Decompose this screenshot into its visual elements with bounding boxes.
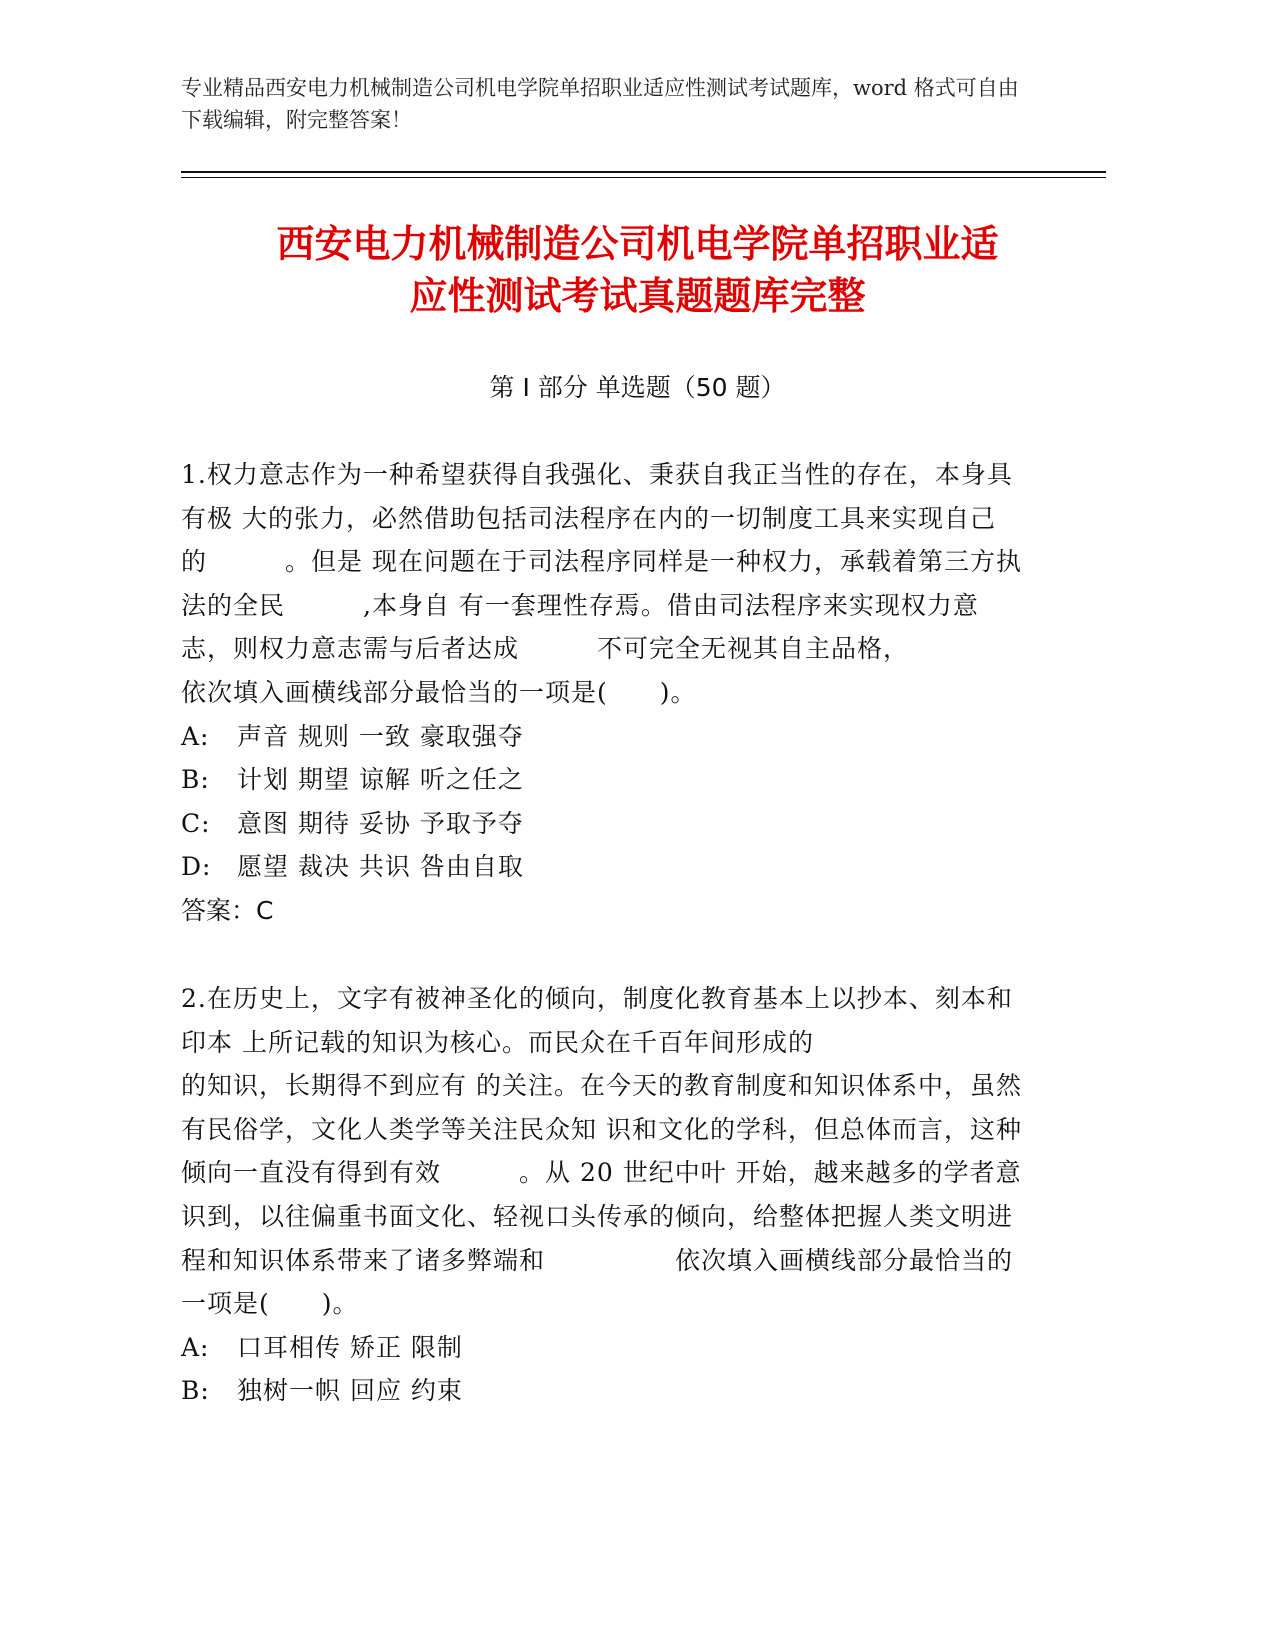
option-c <box>181 802 1026 846</box>
option-key: D: <box>181 852 212 882</box>
option-key: A: <box>181 721 210 751</box>
option-text: 口耳相传 矫正 限制 <box>237 1332 463 1362</box>
document-title-line-2: 应性测试考试真题题库完整 <box>409 274 866 318</box>
option-key: C: <box>181 808 211 838</box>
question-stem: 2.在历史上，文字有被神圣化的倾向，制度化教育基本上以抄本、刻本和印本 上所记载的知识为核心。而民众在千百年间形成的 的知识，长期得不到应有 的关注。在今天的教育制度和知识体系中，虽然有民俗学，文化人类学等关注民众知 识和文化的学科，但总体而言，这种倾向一直没有得到有效 。从 20 世纪中叶 开始，越来越多的学者意识到，以往偏重书面文化、轻视口头传承的倾向，给整体把握人类文明进程和知识体系带来了诸多弊端和 依次填入画横线部分最恰当的一项是( )。 <box>181 984 1204 1319</box>
header-divider-thin <box>181 177 1106 178</box>
option-text: 愿望 裁决 共识 咎由自取 <box>237 852 524 882</box>
option-key: A: <box>181 1332 210 1362</box>
option-key: B: <box>181 1376 210 1406</box>
option-d <box>181 845 1026 889</box>
question-1 <box>181 453 1026 933</box>
question-2 <box>181 977 1204 1413</box>
section-title: 第 I 部分 单选题（50 题） <box>489 373 786 402</box>
option-a <box>181 715 1026 759</box>
answer-line: 答案：C <box>181 895 274 925</box>
header-note: 专业精品西安电力机械制造公司机电学院单招职业适应性测试考试题库，word 格式可自由下载编辑，附完整答案！ <box>181 76 1019 132</box>
option-text: 独树一帜 回应 约束 <box>237 1376 463 1406</box>
option-a <box>181 1326 1026 1370</box>
header-divider-thick <box>181 171 1106 173</box>
question-stem: 1.权力意志作为一种希望获得自我强化、秉获自我正当性的存在，本身具有极 大的张力，必然借助包括司法程序在内的一切制度工具来实现自己的 。但是 现在问题在于司法程序同样是一种权力，承载着第三方执法的全民 ,本身自 有一套理性存焉。借由司法程序来实现权力意志，则权力意志需与后者达成 不可完全无视其自主品格， 依次填入画横线部分最恰当的一项是( )。 <box>181 460 1022 707</box>
option-text: 计划 期望 谅解 听之任之 <box>237 765 524 795</box>
option-b <box>181 758 1026 802</box>
option-b <box>181 1369 1026 1413</box>
document-title <box>150 218 1125 322</box>
option-key: B: <box>181 765 210 795</box>
document-title-line-1: 西安电力机械制造公司机电学院单招职业适 <box>276 222 999 266</box>
option-text: 声音 规则 一致 豪取强夺 <box>237 721 524 751</box>
option-text: 意图 期待 妥协 予取予夺 <box>237 808 524 838</box>
